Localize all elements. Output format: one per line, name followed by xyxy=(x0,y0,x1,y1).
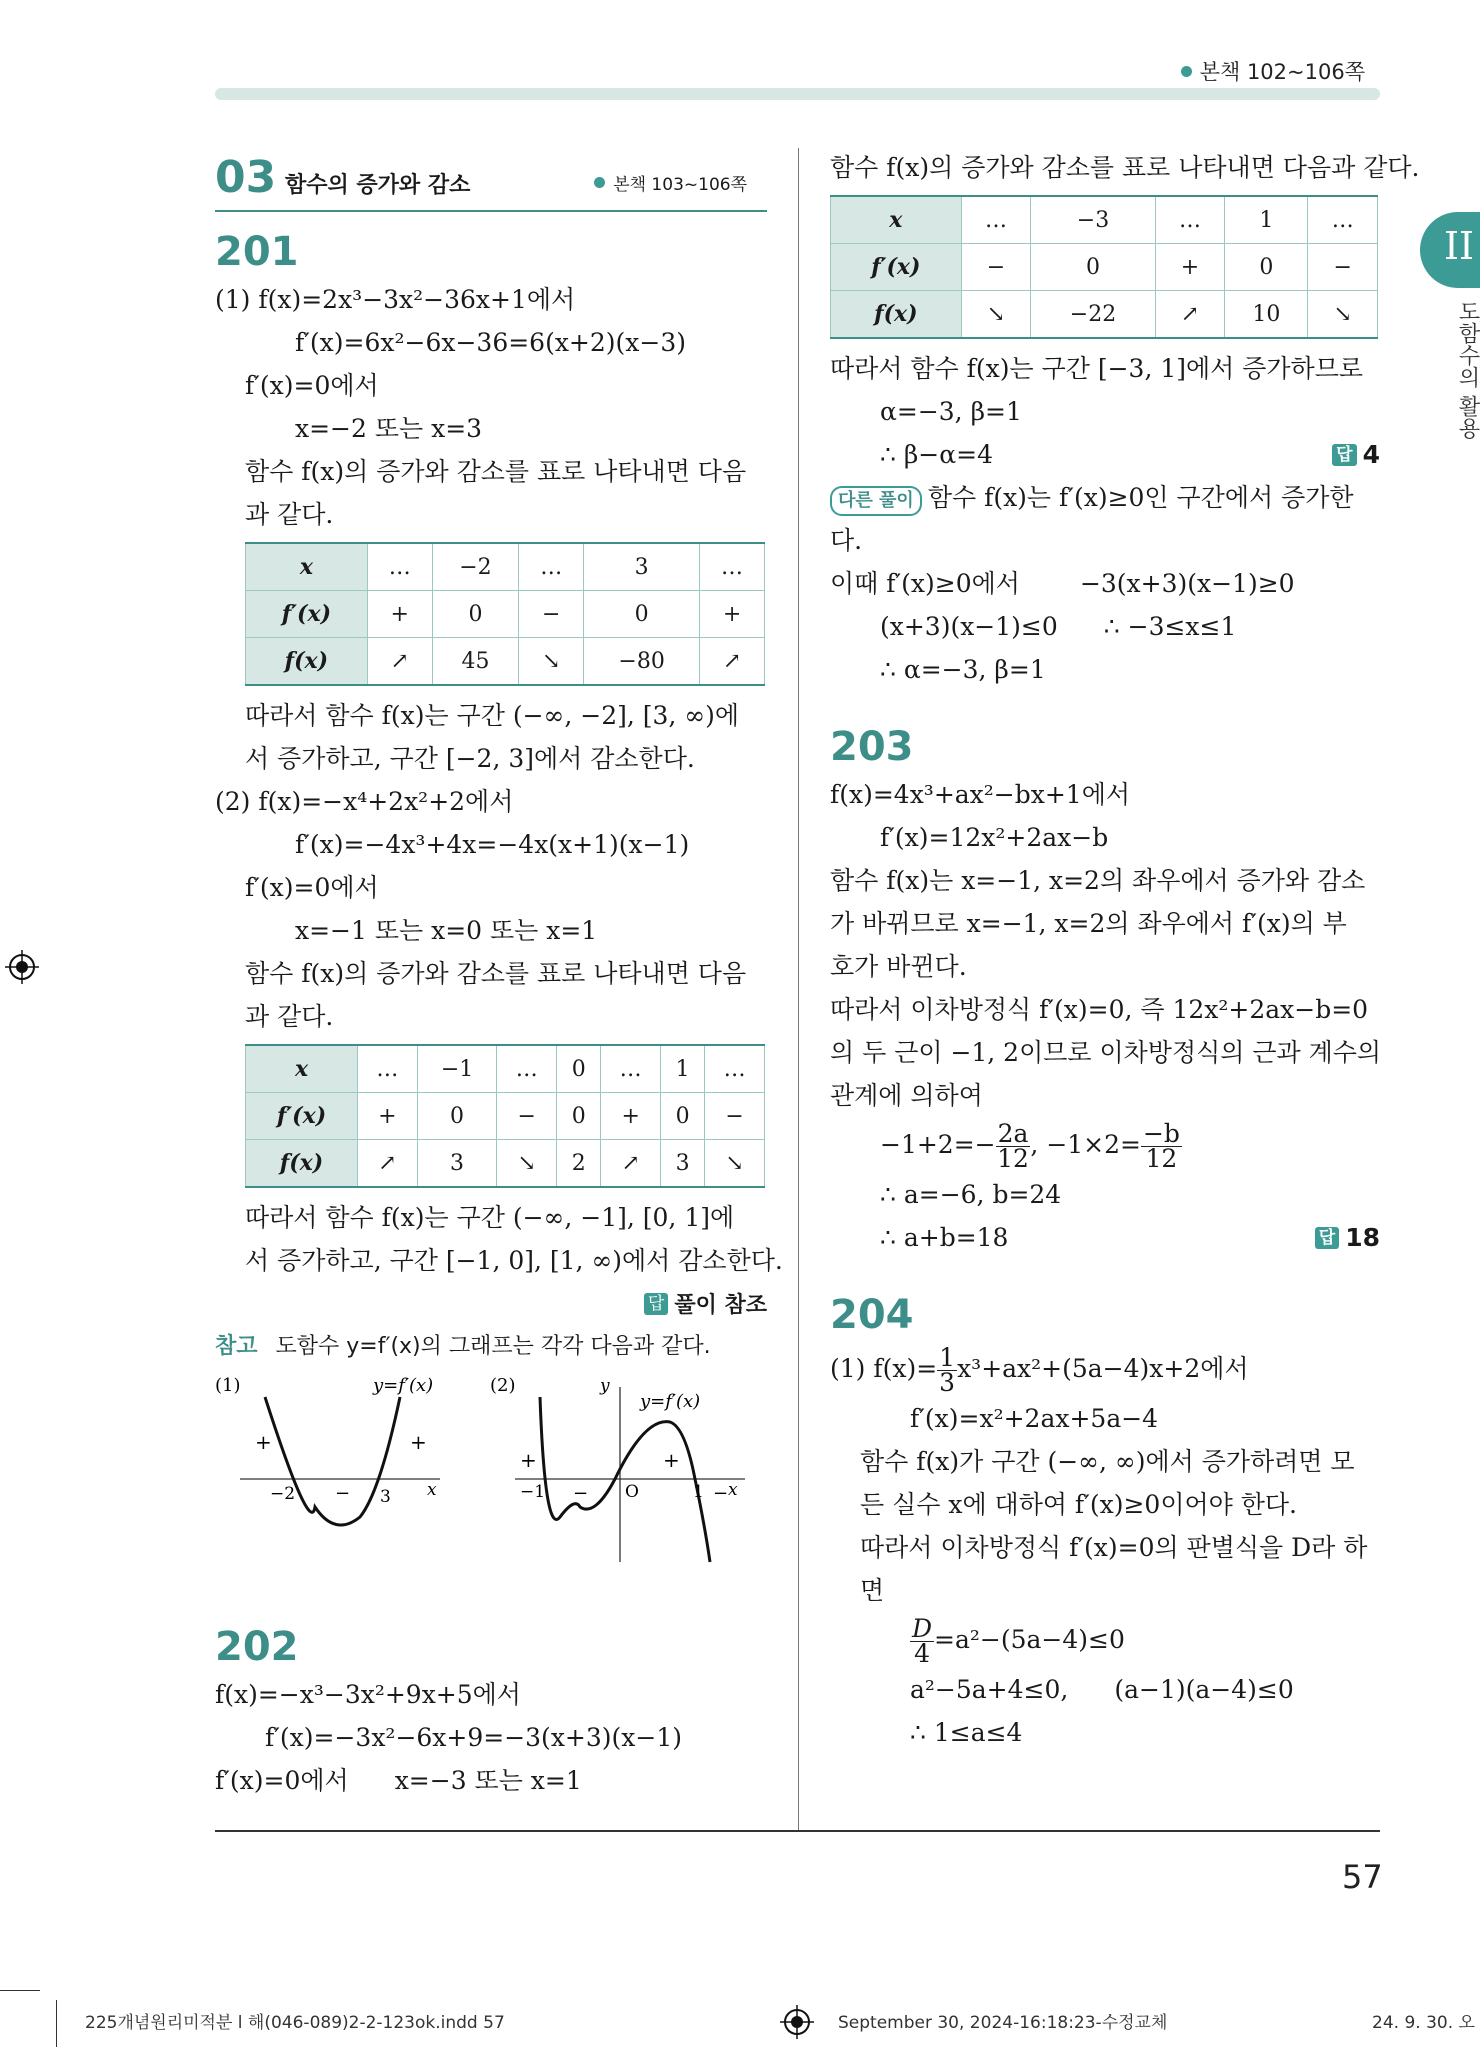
table-row xyxy=(831,244,1378,291)
graph2-axis-y: y xyxy=(600,1376,610,1396)
table-header-cell: f(x) xyxy=(246,1140,358,1188)
table-cell: − xyxy=(497,1093,557,1140)
text-line: 관계에 의하여 xyxy=(830,1081,983,1110)
table-row xyxy=(246,591,765,638)
table-cell: 10 xyxy=(1225,291,1308,339)
text-line: (2) f(x)=−x⁴+2x²+2에서 xyxy=(215,787,514,816)
formula-line: −1+2=− $\frac{2a}{12}$ , −1×2= $\frac{-b}{12}$ xyxy=(880,1119,1180,1173)
table-cell: + xyxy=(358,1093,418,1140)
text-line: f′(x)=x²+2ax+5a−4 xyxy=(910,1404,1159,1433)
table-cell: + xyxy=(700,591,765,638)
page-number: 57 xyxy=(1342,1858,1383,1896)
answer-badge: 답 xyxy=(644,1293,668,1315)
problem-number: 204 xyxy=(830,1292,914,1338)
table-cell: … xyxy=(705,1045,765,1093)
text-line: (1) f(x)=2x³−3x²−36x+1에서 xyxy=(215,285,576,314)
table-cell: + xyxy=(1155,244,1225,291)
table-cell: −3 xyxy=(1031,196,1155,244)
table-cell: −80 xyxy=(584,638,700,686)
fraction: $\frac{-b}{12}$ xyxy=(1142,1119,1180,1173)
text-line: f′(x)=−4x³+4x=−4x(x+1)(x−1) xyxy=(295,830,690,859)
derivative-graphs xyxy=(215,1367,767,1597)
table-cell: − xyxy=(519,591,584,638)
text-line: f(x)=4x³+ax²−bx+1에서 xyxy=(830,780,1131,809)
text-line: f′(x)=6x²−6x−36=6(x+2)(x−3) xyxy=(295,328,686,357)
fraction: $\frac{1}{3}$ xyxy=(939,1343,956,1397)
text-line: a²−5a+4≤0, (a−1)(a−4)≤0 xyxy=(910,1675,1294,1704)
table-cell: ↘ xyxy=(497,1140,557,1188)
table-row xyxy=(246,1045,765,1093)
graph2-tick-right: 1 xyxy=(693,1482,704,1502)
note xyxy=(215,1327,767,1367)
fraction: $\frac{D}{4}$ xyxy=(912,1614,933,1668)
table-row xyxy=(246,1140,765,1188)
table-row xyxy=(831,196,1378,244)
answer-text: 4 xyxy=(1362,440,1380,469)
table-header-cell: x xyxy=(831,196,962,244)
graph1-minus: − xyxy=(335,1483,351,1504)
text-line: 함수 f(x)는 x=−1, x=2의 좌우에서 증가와 감소 xyxy=(830,866,1366,895)
chapter-tab xyxy=(1420,212,1480,288)
bullet-icon xyxy=(1181,66,1192,77)
text-line: 따라서 함수 f(x)는 구간 (−∞, −2], [3, ∞)에 xyxy=(245,701,740,730)
text-line: 함수 f(x)의 증가와 감소를 표로 나타내면 다음과 같다. xyxy=(245,457,747,529)
text-line: 서 증가하고, 구간 [−2, 3]에서 감소한다. xyxy=(245,744,695,773)
variation-table xyxy=(830,195,1378,339)
text-line: 함수 f(x)가 구간 (−∞, ∞)에서 증가하려면 모 xyxy=(860,1447,1355,1476)
graph1-tag: (1) xyxy=(215,1375,241,1396)
table-cell: 0 xyxy=(557,1045,601,1093)
table-cell: ↗ xyxy=(367,638,432,686)
table-cell: … xyxy=(358,1045,418,1093)
table-cell: … xyxy=(961,196,1031,244)
text-line: 면 xyxy=(860,1576,885,1605)
footer-file: 225개념원리미적분 l 해(046-089)2-2-123ok.indd 57 xyxy=(85,2013,505,2033)
table-cell: ↗ xyxy=(601,1140,661,1188)
note-text: 도함수 y=f′(x)의 그래프는 각각 다음과 같다. xyxy=(275,1334,711,1359)
answer-badge: 답 xyxy=(1332,444,1356,466)
table-cell: 0 xyxy=(584,591,700,638)
text-line: f′(x)=0에서 xyxy=(245,873,379,902)
crop-mark xyxy=(56,2000,57,2047)
table-cell: ↗ xyxy=(700,638,765,686)
note-label: 참고 xyxy=(215,1334,258,1359)
text-line: 서 증가하고, 구간 [−1, 0], [1, ∞)에서 감소한다. xyxy=(245,1246,783,1275)
section-title: 함수의 증가와 감소 xyxy=(285,173,471,198)
graph2-minus-left: − xyxy=(573,1483,589,1504)
table-cell: 3 xyxy=(584,543,700,591)
registration-mark-icon xyxy=(780,2005,814,2039)
formula-line: (1) f(x)= $\frac{1}{3}$ x³+ax²+(5a−4)x+2에서 xyxy=(830,1343,1249,1397)
graph1-plus-right: + xyxy=(410,1430,427,1454)
text-line: α=−3, β=1 xyxy=(880,397,1022,426)
table-cell: … xyxy=(497,1045,557,1093)
table-cell: 0 xyxy=(557,1093,601,1140)
table-cell: ↗ xyxy=(358,1140,418,1188)
table-cell: 45 xyxy=(432,638,519,686)
table-cell: 1 xyxy=(1225,196,1308,244)
text-line: 가 바뀌므로 x=−1, x=2의 좌우에서 f′(x)의 부 xyxy=(830,909,1347,938)
answer-badge: 답 xyxy=(1315,1227,1339,1249)
text-line: x=−1 또는 x=0 또는 x=1 xyxy=(295,916,598,945)
table-header-cell: x xyxy=(246,543,368,591)
graph2-plus-right: + xyxy=(663,1448,680,1472)
text-line: ∴ 1≤a≤4 xyxy=(910,1718,1023,1747)
table-header-cell: f(x) xyxy=(246,638,368,686)
fraction: $\frac{2a}{12}$ xyxy=(997,1119,1029,1173)
text-line: f′(x)=12x²+2ax−b xyxy=(880,823,1109,852)
graph2-axis-x: x xyxy=(728,1480,738,1500)
bullet-icon xyxy=(594,177,605,188)
table-cell: … xyxy=(601,1045,661,1093)
graph1-label: y=f′(x) xyxy=(373,1375,434,1396)
table-cell: + xyxy=(601,1093,661,1140)
answer-text: 풀이 참조 xyxy=(674,1293,767,1318)
table-cell: −22 xyxy=(1031,291,1155,339)
graph1-axis-x: x xyxy=(427,1480,437,1500)
graph2-tag: (2) xyxy=(490,1375,516,1396)
answer-line xyxy=(215,1282,767,1327)
table-header-cell: f′(x) xyxy=(246,1093,358,1140)
table-cell: … xyxy=(519,543,584,591)
table-cell: … xyxy=(1155,196,1225,244)
graph2-tick-left: −1 xyxy=(520,1482,546,1502)
footer-date: 24. 9. 30. 오 xyxy=(1372,2013,1475,2033)
graph2-origin: O xyxy=(625,1482,639,1502)
section-number: 03 xyxy=(215,152,277,203)
section-header xyxy=(215,150,767,212)
text-line: 다른 풀이 함수 f(x)는 f′(x)≥0인 구간에서 증가한 xyxy=(830,476,1380,519)
chapter-title: 도함수의 활용 xyxy=(1455,300,1480,439)
column-divider xyxy=(798,148,799,1830)
graph1-plus-left: + xyxy=(255,1430,272,1454)
text-line: 호가 바뀐다. xyxy=(830,952,967,981)
graph2-label: y=f′(x) xyxy=(640,1391,701,1412)
table-cell: 2 xyxy=(557,1140,601,1188)
variation-table xyxy=(245,542,765,686)
text-line: f(x)=−x³−3x²+9x+5에서 xyxy=(215,1680,521,1709)
header-bar xyxy=(215,88,1380,100)
text-line: f′(x)=0에서 x=−3 또는 x=1 xyxy=(215,1766,582,1795)
formula-line: $\frac{D}{4}$ =a²−(5a−4)≤0 xyxy=(912,1614,1125,1668)
registration-mark-icon xyxy=(5,950,39,984)
table-header-cell: f(x) xyxy=(831,291,962,339)
table-cell: −2 xyxy=(432,543,519,591)
table-cell: − xyxy=(961,244,1031,291)
table-cell: −1 xyxy=(417,1045,497,1093)
table-cell: 3 xyxy=(417,1140,497,1188)
text-line: ∴ α=−3, β=1 xyxy=(880,655,1046,684)
graph-figure xyxy=(215,1367,767,1597)
text-line: 이때 f′(x)≥0에서 −3(x+3)(x−1)≥0 xyxy=(830,569,1295,598)
right-column xyxy=(830,146,1420,1754)
text-line: 의 두 근이 −1, 2이므로 이차방정식의 근과 계수의 xyxy=(830,1038,1382,1067)
table-header-cell: x xyxy=(246,1045,358,1093)
text-line: (x+3)(x−1)≤0 ∴ −3≤x≤1 xyxy=(880,612,1237,641)
text-line: 따라서 이차방정식 f′(x)=0의 판별식을 D라 하 xyxy=(860,1533,1368,1562)
table-cell: − xyxy=(1308,244,1378,291)
table-cell: 0 xyxy=(417,1093,497,1140)
table-cell: 0 xyxy=(1225,244,1308,291)
text-line: 든 실수 x에 대하여 f′(x)≥0이어야 한다. xyxy=(860,1490,1297,1519)
table-cell: … xyxy=(367,543,432,591)
graph2-minus-right: − xyxy=(713,1483,729,1504)
table-cell: ↗ xyxy=(1155,291,1225,339)
left-column xyxy=(215,150,783,1802)
text-line: f′(x)=0에서 xyxy=(245,371,379,400)
text-line: 함수 f(x)의 증가와 감소를 표로 나타내면 다음과 같다. xyxy=(245,959,747,1031)
graph1-tick-right: 3 xyxy=(380,1487,391,1507)
alt-solution-label: 다른 풀이 xyxy=(830,486,922,516)
table-cell: 1 xyxy=(661,1045,705,1093)
answer-line: ∴ β−α=4 답 4 xyxy=(880,440,1380,469)
table-cell: 3 xyxy=(661,1140,705,1188)
problem-number: 203 xyxy=(830,724,914,770)
table-cell: ↘ xyxy=(705,1140,765,1188)
answer-line: ∴ a+b=18 답 18 xyxy=(880,1223,1380,1252)
crop-mark xyxy=(0,1990,40,1991)
book-reference: 본책 102~106쪽 xyxy=(1181,56,1365,86)
table-row xyxy=(831,291,1378,339)
text-line: 따라서 이차방정식 f′(x)=0, 즉 12x²+2ax−b=0 xyxy=(830,995,1369,1024)
section-ref: 본책 103~106쪽 xyxy=(594,170,747,195)
graph2-plus-left: + xyxy=(520,1448,537,1472)
answer-text: 18 xyxy=(1345,1223,1380,1252)
text-line: 함수 f(x)의 증가와 감소를 표로 나타내면 다음과 같다. xyxy=(830,153,1420,182)
text-line: 따라서 함수 f(x)는 구간 [−3, 1]에서 증가하므로 xyxy=(830,354,1364,383)
table-cell: … xyxy=(700,543,765,591)
text-line: ∴ a=−6, b=24 xyxy=(880,1180,1062,1209)
table-cell: + xyxy=(367,591,432,638)
text-line: f′(x)=−3x²−6x+9=−3(x+3)(x−1) xyxy=(265,1723,682,1752)
table-row xyxy=(246,1093,765,1140)
problem-number: 201 xyxy=(215,229,299,275)
graph1-tick-left: −2 xyxy=(270,1484,296,1504)
table-row xyxy=(246,638,765,686)
table-cell: 0 xyxy=(1031,244,1155,291)
footer-timestamp: September 30, 2024-16:18:23-수정교체 xyxy=(838,2013,1168,2033)
table-cell: ↘ xyxy=(519,638,584,686)
table-header-cell: f′(x) xyxy=(831,244,962,291)
chapter-numeral: II xyxy=(1444,224,1475,268)
table-cell: − xyxy=(705,1093,765,1140)
text-line: 다. xyxy=(830,526,863,555)
table-cell: ↘ xyxy=(961,291,1031,339)
table-cell: … xyxy=(1308,196,1378,244)
table-cell: ↘ xyxy=(1308,291,1378,339)
text-line: 따라서 함수 f(x)는 구간 (−∞, −1], [0, 1]에 xyxy=(245,1203,735,1232)
table-cell: 0 xyxy=(432,591,519,638)
variation-table xyxy=(245,1044,765,1188)
bottom-rule xyxy=(215,1830,1380,1832)
table-row xyxy=(246,543,765,591)
table-cell: 0 xyxy=(661,1093,705,1140)
problem-number: 202 xyxy=(215,1624,299,1670)
text-line: x=−2 또는 x=3 xyxy=(295,414,483,443)
table-header-cell: f′(x) xyxy=(246,591,368,638)
